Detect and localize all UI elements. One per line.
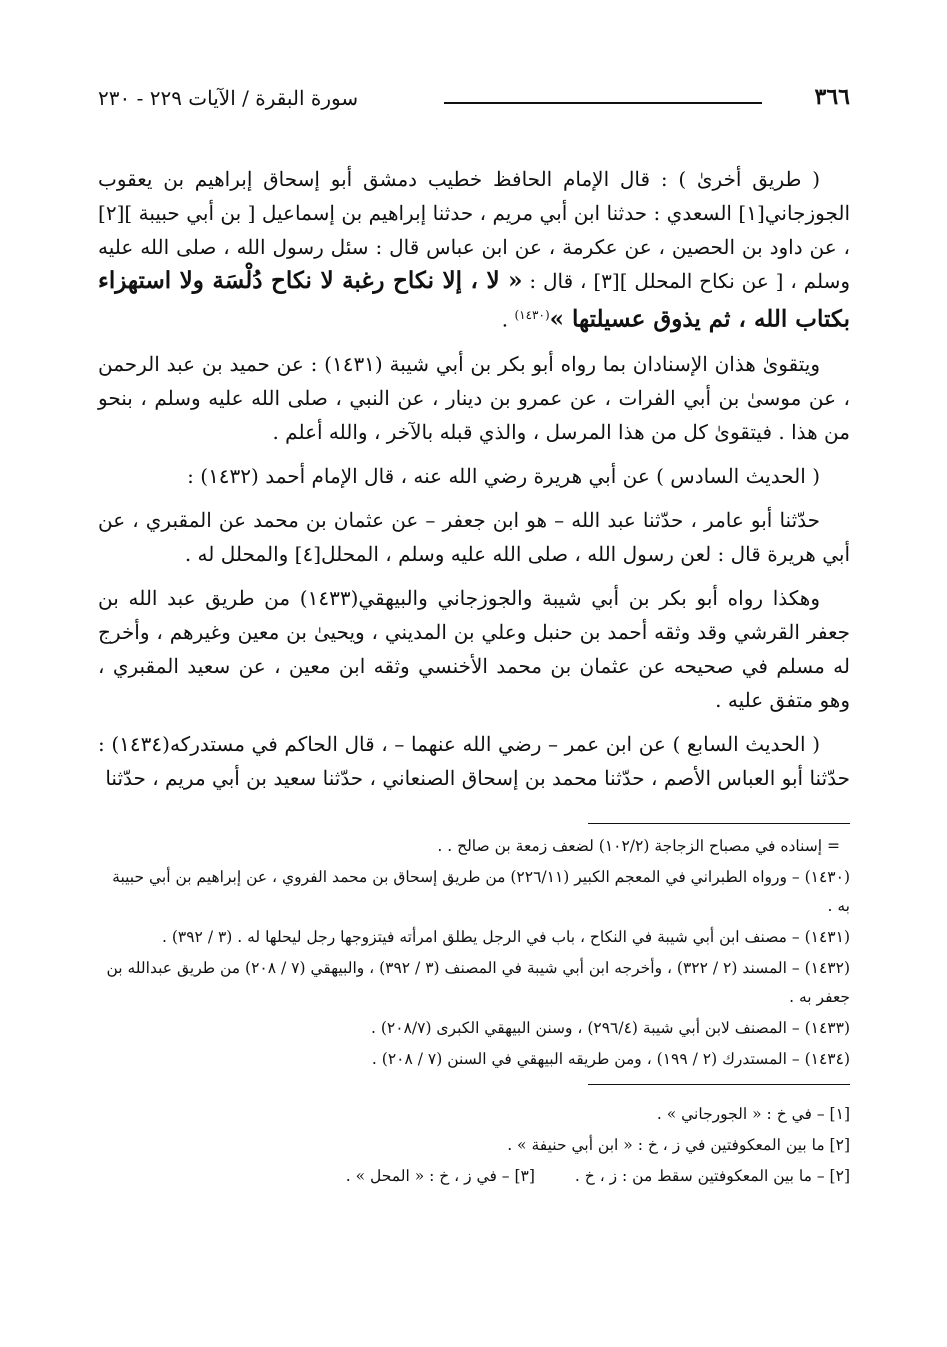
paragraph-end: .	[501, 307, 509, 332]
editor-notes	[98, 1099, 850, 1192]
editor-notes-divider	[588, 1084, 850, 1085]
editor-note-row	[98, 1161, 850, 1192]
footnote: (١٤٣٢) – المسند (٢ / ٣٢٢) ، وأخرجه ابن أبي شيبة في المصنف (٣ / ٣٩٢) ، والبيهقي (٧ / ٢٠٨) من طريق عبدالله بن جعفر به .	[106, 958, 850, 1006]
footnote: (١٤٣٤) – المستدرك (٢ / ١٩٩) ، ومن طريقه البيهقي في السنن (٧ / ٢٠٨) .	[371, 1049, 850, 1068]
footnote: = إسناده في مصباح الزجاجة (١٠٢/٢) لضعف زمعة بن صالح . .	[437, 836, 840, 855]
paragraph: ( الحديث السادس ) عن أبي هريرة رضي الله عنه ، قال الإمام أحمد (١٤٣٢) :	[187, 463, 820, 488]
page-header	[98, 84, 850, 118]
header-rule	[444, 102, 762, 104]
hadith-quote: « لا ، إلا نكاح رغبة لا نكاح دُلْسَة ولا استهزاء بكتاب الله ، ثم يذوق عسيلتها »	[98, 267, 850, 333]
editor-note: [١] – في خ : « الجورجاني » .	[656, 1104, 850, 1123]
page-number: ٣٦٦	[814, 84, 850, 110]
footnotes	[98, 832, 850, 1074]
paragraph: حدّثنا أبو عامر ، حدّثنا عبد الله – هو ابن جعفر – عن عثمان بن محمد عن المقبري ، عن أبي هريرة قال : لعن رسول الله ، صلى الله عليه وسلم ، المحلل[٤] والمحلل له .	[98, 507, 850, 566]
footnote-divider	[588, 823, 850, 824]
footnote-ref: (١٤٣٠)	[514, 308, 550, 322]
footnote: (١٤٣٠) – ورواه الطبراني في المعجم الكبير (٢٢٦/١١) من طريق إسحاق بن محمد الفروي ، عن إبراهيم بن أبي حبيبة به .	[112, 867, 850, 915]
editor-note: [٢] ما بين المعكوفتين في ز ، خ : « ابن أبي حنيفة » .	[507, 1135, 850, 1154]
paragraph: ويتقوىٰ هذان الإسنادان بما رواه أبو بكر بن أبي شيبة (١٤٣١) : عن حميد بن عبد الرحمن ، عن موسىٰ بن أبي الفرات ، عن عمرو بن دينار ، عن النبي ، صلى الله عليه وسلم ، بنحو من هذا . فيتقوىٰ كل من هذا المرسل ، والذي قبله بالآخر ، والله أعلم .	[98, 351, 850, 444]
running-title: سورة البقرة / الآيات ٢٢٩ - ٢٣٠	[98, 86, 359, 110]
book-page	[98, 84, 850, 1192]
paragraph	[98, 162, 850, 337]
paragraph-text: ( طريق أخرىٰ ) : قال الإمام الحافظ خطيب دمشق أبو إسحاق إبراهيم بن يعقوب الجوزجاني[١] السعدي : حدثنا ابن أبي مريم ، حدثنا إبراهيم بن إسماعيل [ بن أبي حبيبة ][٢] ، عن داود بن الحصين ، عن عكرمة ، عن ابن عباس قال : سئل رسول الله ، صلى الله عليه وسلم ، [ عن نكاح المحلل ][٣] ، قال :	[98, 167, 850, 293]
paragraph: وهكذا رواه أبو بكر بن أبي شيبة والجوزجاني والبيهقي(١٤٣٣) من طريق عبد الله بن جعفر القرشي وقد وثقه أحمد بن حنبل وعلي بن المديني ، ويحيىٰ بن معين وغيرهم ، وأخرج له مسلم في صحيحه عن عثمان بن محمد الأخنسي وثقه ابن معين ، عن سعيد المقبري ، وهو متفق عليه .	[98, 585, 850, 712]
editor-note: [٢] – ما بين المعكوفتين سقط من : ز ، خ .	[574, 1166, 850, 1185]
editor-note: [٣] – في ز ، خ : « المحل » .	[345, 1166, 535, 1185]
paragraph: ( الحديث السابع ) عن ابن عمر – رضي الله عنهما – ، قال الحاكم في مستدركه(١٤٣٤) : حدّثنا أبو العباس الأصم ، حدّثنا محمد بن إسحاق الصنعاني ، حدّثنا سعيد بن أبي مريم ، حدّثنا	[98, 731, 850, 790]
body-text	[98, 162, 850, 795]
footnote: (١٤٣١) – مصنف ابن أبي شيبة في النكاح ، باب في الرجل يطلق امرأته فيتزوجها رجل ليحلها له . (٣ / ٣٩٢) .	[162, 927, 850, 946]
footnote: (١٤٣٣) – المصنف لابن أبي شيبة (٢٩٦/٤) ، وسنن البيهقي الكبرى (٢٠٨/٧) .	[371, 1018, 850, 1037]
